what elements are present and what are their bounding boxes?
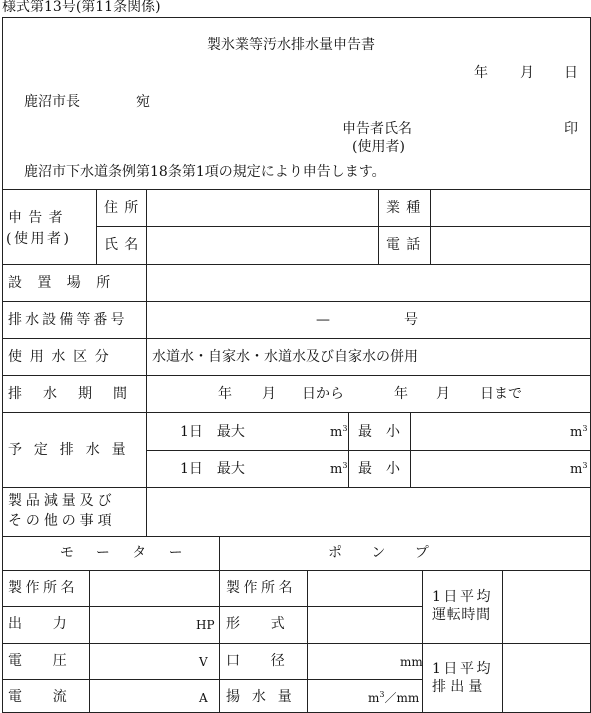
col-line xyxy=(348,412,349,487)
border-top xyxy=(2,17,590,18)
period-year-from: 年 xyxy=(218,386,232,402)
border-left xyxy=(2,17,3,713)
row-line xyxy=(2,606,422,607)
product-label-2: その他の事項 xyxy=(8,513,116,529)
min-label-1: 最 小 xyxy=(358,424,400,440)
form-title: 製氷業等汚水排水量申告書 xyxy=(207,37,375,53)
daily-output-label-1: 1日平均 xyxy=(432,661,493,677)
form-number: 様式第13号(第11条関係) xyxy=(2,0,161,15)
unit-m3-max-1: $m^3$ xyxy=(330,424,348,440)
col-line xyxy=(410,412,411,487)
pump-form-label: 形式 xyxy=(226,616,316,632)
col-line xyxy=(307,570,308,713)
row-line xyxy=(2,338,590,339)
row-line xyxy=(2,487,590,488)
pump-lift-label: 揚水量 xyxy=(226,689,304,705)
unit-m3-min-1: $m^3$ xyxy=(570,424,588,440)
row-line xyxy=(2,375,590,376)
period-month-from: 月 xyxy=(262,386,276,402)
motor-voltage-label: 電圧 xyxy=(8,653,98,669)
industry-label: 業種 xyxy=(386,200,427,216)
facility-number-suffix: 号 xyxy=(404,312,418,328)
row-line xyxy=(146,450,590,451)
row-line xyxy=(2,301,590,302)
per-day-max-1: 1日 最大 xyxy=(180,424,245,440)
location-label: 設置場所 xyxy=(8,275,126,291)
seal-mark: 印 xyxy=(564,121,578,137)
col-line xyxy=(96,189,97,264)
motor-output-unit: HP xyxy=(196,618,215,632)
planned-volume-label: 予定排水量 xyxy=(8,442,138,458)
daily-run-label-1: 1日平均 xyxy=(432,589,493,605)
pump-bore-unit: mm xyxy=(400,655,423,669)
date-day: 日 xyxy=(564,65,578,81)
col-line xyxy=(502,570,503,713)
date-month: 月 xyxy=(520,65,534,81)
row-line xyxy=(2,679,422,680)
addressee-mayor: 鹿沼市長 xyxy=(24,94,80,110)
motor-current-label: 電流 xyxy=(8,689,98,705)
name-label: 氏名 xyxy=(104,237,145,253)
date-year: 年 xyxy=(474,65,488,81)
pump-bore-label: 口径 xyxy=(226,653,316,669)
statement: 鹿沼市下水道条例第18条第1項の規定により申告します。 xyxy=(24,164,386,180)
row-line xyxy=(2,264,590,265)
period-label: 排水期間 xyxy=(8,386,148,402)
motor-header: モーター xyxy=(60,545,206,561)
period-day-from: 日から xyxy=(302,386,344,402)
per-day-max-2: 1日 最大 xyxy=(180,461,245,477)
unit-m3-min-2: $m^3$ xyxy=(570,461,588,477)
motor-voltage-unit: V xyxy=(199,655,208,669)
motor-current-unit: A xyxy=(199,691,208,705)
facility-number-dash: — xyxy=(316,312,330,328)
applicant-user-label: (使用者) xyxy=(352,139,405,155)
row-line xyxy=(2,189,590,190)
motor-maker-label: 製作所名 xyxy=(8,580,78,596)
col-line xyxy=(378,189,379,264)
daily-output-label-2: 排出量 xyxy=(432,679,487,695)
water-type-label: 使用水区分 xyxy=(8,349,117,365)
period-month-to: 月 xyxy=(436,386,450,402)
product-label-1: 製品減量及び xyxy=(8,493,116,509)
pump-lift-unit: $m^3/mm$ xyxy=(368,690,420,705)
phone-label: 電話 xyxy=(386,237,427,253)
col-line xyxy=(422,570,423,713)
col-line xyxy=(219,536,220,713)
applicant-group-sublabel: (使用者) xyxy=(6,231,72,247)
addressee-suffix: 宛 xyxy=(136,94,150,110)
facility-number-label: 排水設備等番号 xyxy=(8,312,128,328)
col-line xyxy=(146,189,147,536)
pump-maker-label: 製作所名 xyxy=(226,580,296,596)
min-label-2: 最 小 xyxy=(358,461,400,477)
daily-run-label-2: 運転時間 xyxy=(432,607,491,623)
row-line xyxy=(2,412,590,413)
applicant-group-label: 申告者 xyxy=(8,210,69,226)
unit-m3-max-2: $m^3$ xyxy=(330,461,348,477)
row-line xyxy=(2,536,590,537)
applicant-name-label: 申告者氏名 xyxy=(342,121,412,137)
water-type-value: 水道水・自家水・水道水及び自家水の併用 xyxy=(152,349,418,365)
motor-output-label: 出力 xyxy=(8,616,98,632)
col-line xyxy=(430,189,431,264)
period-year-to: 年 xyxy=(394,386,408,402)
period-day-to: 日まで xyxy=(480,386,522,402)
row-line xyxy=(96,226,590,227)
address-label: 住所 xyxy=(104,200,145,216)
pump-header: ポンプ xyxy=(328,545,459,561)
